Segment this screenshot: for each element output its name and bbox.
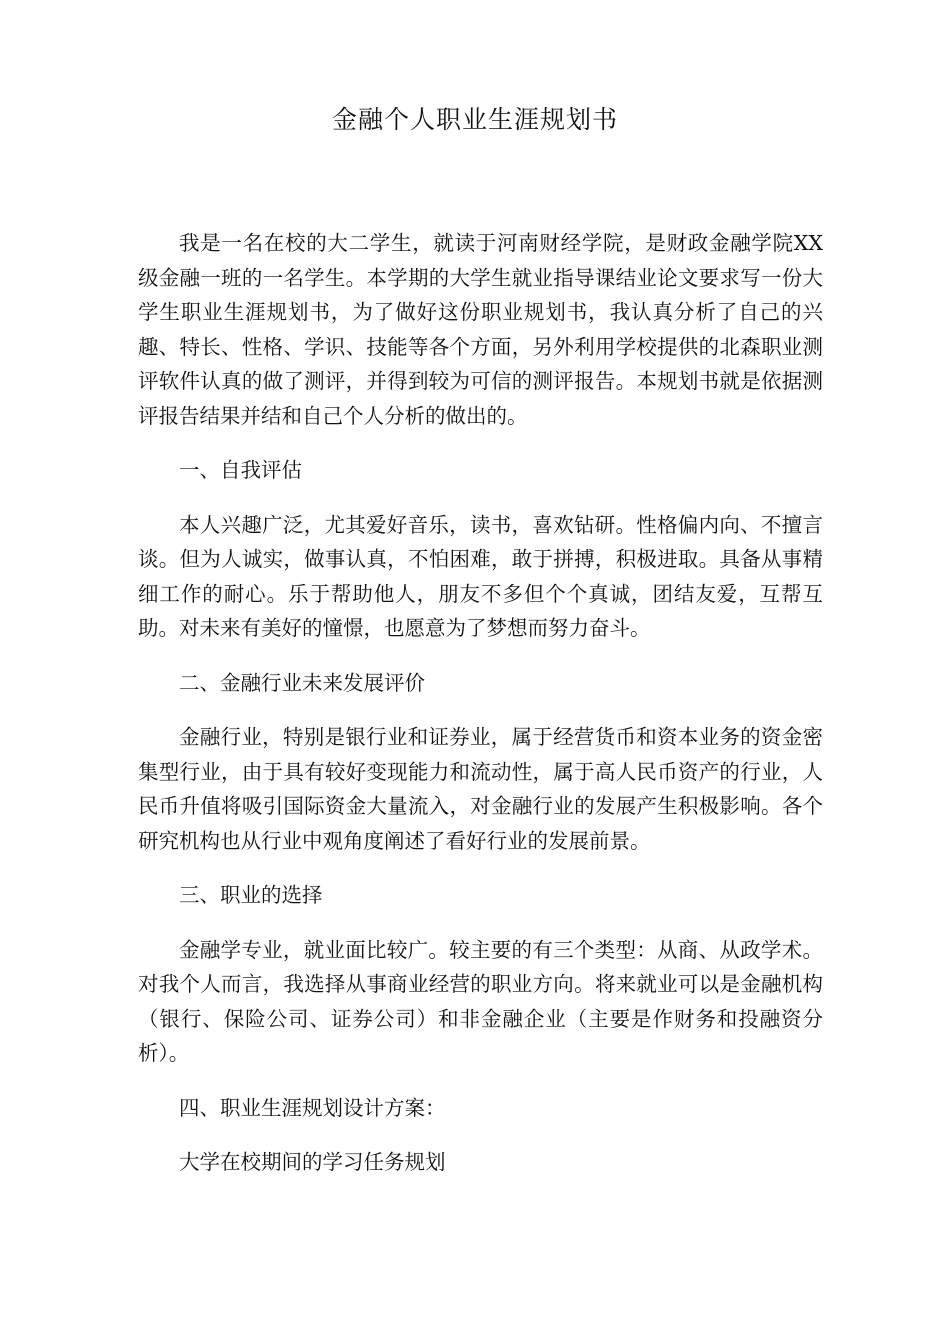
section-body-self-assessment: 本人兴趣广泛，尤其爱好音乐，读书，喜欢钻研。性格偏内向、不擅言谈。但为人诚实，做事认真，不怕困难，敢于拼搏，积极进取。具备从事精细工作的耐心。乐于帮助他人，朋友不多但个个真诚，团结友爱，互帮互助。对未来有美好的憧憬，也愿意为了梦想而努力奋斗。 <box>138 512 823 640</box>
section-body-career-plan: 大学在校期间的学习任务规划 <box>179 1150 446 1174</box>
section-heading-career-choice: 三、职业的选择 <box>179 883 323 907</box>
intro-paragraph: 我是一名在校的大二学生，就读于河南财经学院，是财政金融学院XX级金融一班的一名学生。本学期的大学生就业指导课结业论文要求写一份大学生职业生涯规划书，为了做好这份职业规划书，我认真分析了自己的兴趣、特长、性格、学识、技能等各个方面，另外利用学校提供的北森职业测评软件认真的做了测评，并得到较为可信的测评报告。本规划书就是依据测评报告结果并结和自己个人分析的做出的。 <box>138 231 823 428</box>
document-body <box>138 226 823 1200</box>
section-heading-self-assessment: 一、自我评估 <box>179 458 302 482</box>
section-body-industry-outlook: 金融行业，特别是银行业和证券业，属于经营货币和资本业务的资金密集型行业，由于具有较好变现能力和流动性，属于高人民币资产的行业，人民币升值将吸引国际资金大量流入，对金融行业的发展产生积极影响。各个研究机构也从行业中观角度阐述了看好行业的发展前景。 <box>138 725 823 853</box>
section-heading-industry-outlook: 二、金融行业未来发展评价 <box>179 670 425 695</box>
document-title: 金融个人职业生涯规划书 <box>331 105 618 134</box>
section-heading-career-plan: 四、职业生涯规划设计方案： <box>179 1095 446 1120</box>
section-body-career-choice: 金融学专业，就业面比较广。较主要的有三个类型：从商、从政学术。对我个人而言，我选择从事商业经营的职业方向。将来就业可以是金融机构（银行、保险公司、证券公司）和非金融企业（主要是作财务和投融资分析）。 <box>138 937 823 1065</box>
